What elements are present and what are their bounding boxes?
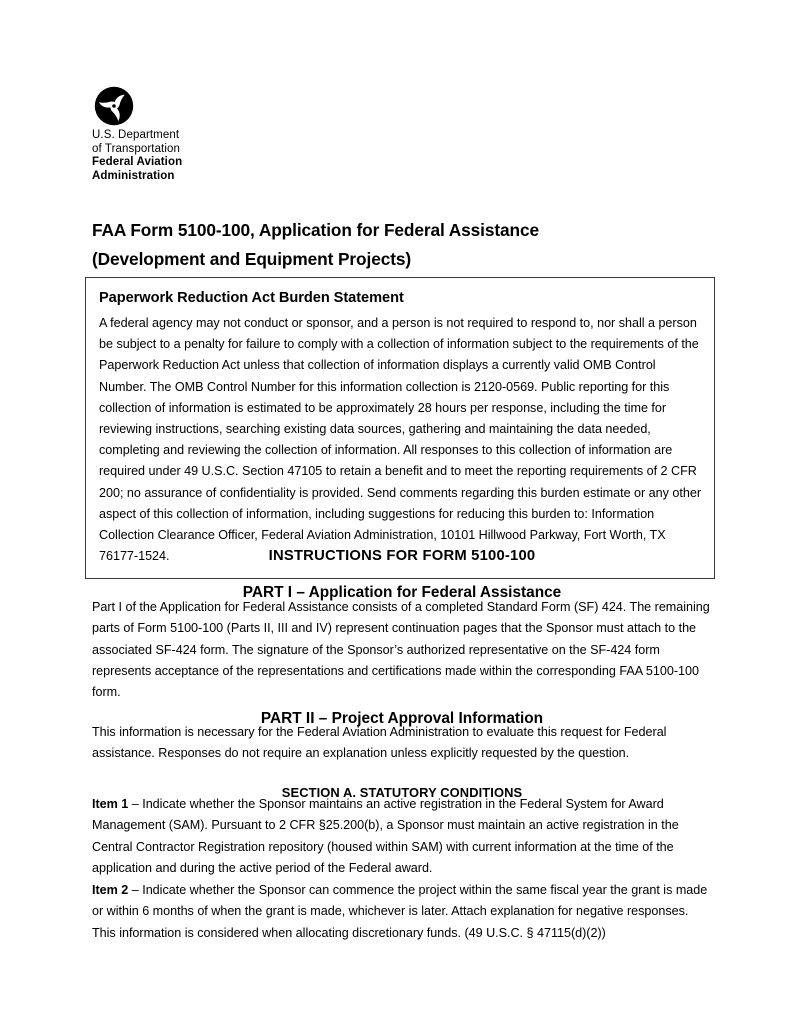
agency-name-block xyxy=(92,129,352,183)
part-1-body: Part I of the Application for Federal Assistance consists of a completed Standard Form (SF) 424. The remaining parts of Form 5100-100 (Parts II, III and IV) represent continuation pages that the Sponsor must attach to the associated SF-424 form. The signature of the Sponsor’s authorized representative on the SF-424 form represents acceptance of the representations and certifications made within the corresponding FAA 5100-100 form. xyxy=(92,600,710,700)
section-a-item-1 xyxy=(92,794,710,879)
page-title xyxy=(92,216,712,274)
section-a-heading: SECTION A. STATUTORY CONDITIONS xyxy=(281,784,523,800)
agency-line-transportation: of Transportation xyxy=(92,142,181,155)
item-1-label: Item 1 xyxy=(92,797,129,811)
page-title-line-2: (Development and Equipment Projects) xyxy=(92,248,412,269)
item-1-text: – Indicate whether the Sponsor maintains an active registration in the Federal System for Award Management (SAM). Pursuant to 2 CFR §25.200(b), a Sponsor must maintain an active registration in the Central Contractor Registration repository (housed within SAM) with current information at the time of the application and during the active period of the Federal award. xyxy=(92,797,679,875)
item-2-text: – Indicate whether the Sponsor can commence the project within the same fiscal year the grant is made or within 6 months of when the grant is made, whichever is later. Attach explanation for negative responses. This information is considered when allocating discretionary funds. (49 U.S.C. § 47115(d)(2)) xyxy=(92,883,708,940)
agency-line-administration: Administration xyxy=(92,169,175,182)
burden-statement-body: A federal agency may not conduct or sponsor, and a person is not required to respond to, nor shall a person be subject to a penalty for failure to comply with a collection of information subject to the requirements of the Paperwork Reduction Act unless that collection of information displays a currently valid OMB Control Number. The OMB Control Number for this information collection is 2120-0569. Public reporting for this collection of information is estimated to be approximately 28 hours per response, including the time for reviewing instructions, searching existing data sources, gathering and maintaining the data needed, completing and reviewing the collection of information. All responses to this collection of information are required under 49 U.S.C. Section 47105 to retain a benefit and to meet the reporting requirements of 2 CFR 200; no assurance of confidentiality is provided. Send comments regarding this burden estimate or any other aspect of this collection of information, including suggestions for reducing this burden to: Information Collection Clearance Officer, Federal Aviation Administration, 10101 Hillwood Parkway, Fort Worth, TX 76177-1524. xyxy=(99,316,702,564)
item-2-label: Item 2 xyxy=(92,883,129,897)
dot-triskelion-seal-icon xyxy=(94,86,134,126)
agency-line-department: U.S. Department xyxy=(92,129,180,141)
section-a-item-2 xyxy=(92,880,710,944)
paperwork-reduction-act-box xyxy=(85,277,715,579)
part-2-body: This information is necessary for the Federal Aviation Administration to evaluate this request for Federal assistance. Responses do not require an explanation unless explicitly requested by the question. xyxy=(92,725,667,761)
part-2-heading: PART II – Project Approval Information xyxy=(260,709,544,727)
part-1-heading: PART I – Application for Federal Assistance xyxy=(242,583,562,601)
burden-statement-heading: Paperwork Reduction Act Burden Statement xyxy=(99,290,404,306)
agency-masthead xyxy=(92,86,352,183)
agency-line-federal-aviation: Federal Aviation xyxy=(92,156,183,169)
page-title-line-1: FAA Form 5100-100, Application for Federal Assistance xyxy=(92,219,540,240)
instructions-heading: INSTRUCTIONS FOR FORM 5100-100 xyxy=(268,548,536,565)
